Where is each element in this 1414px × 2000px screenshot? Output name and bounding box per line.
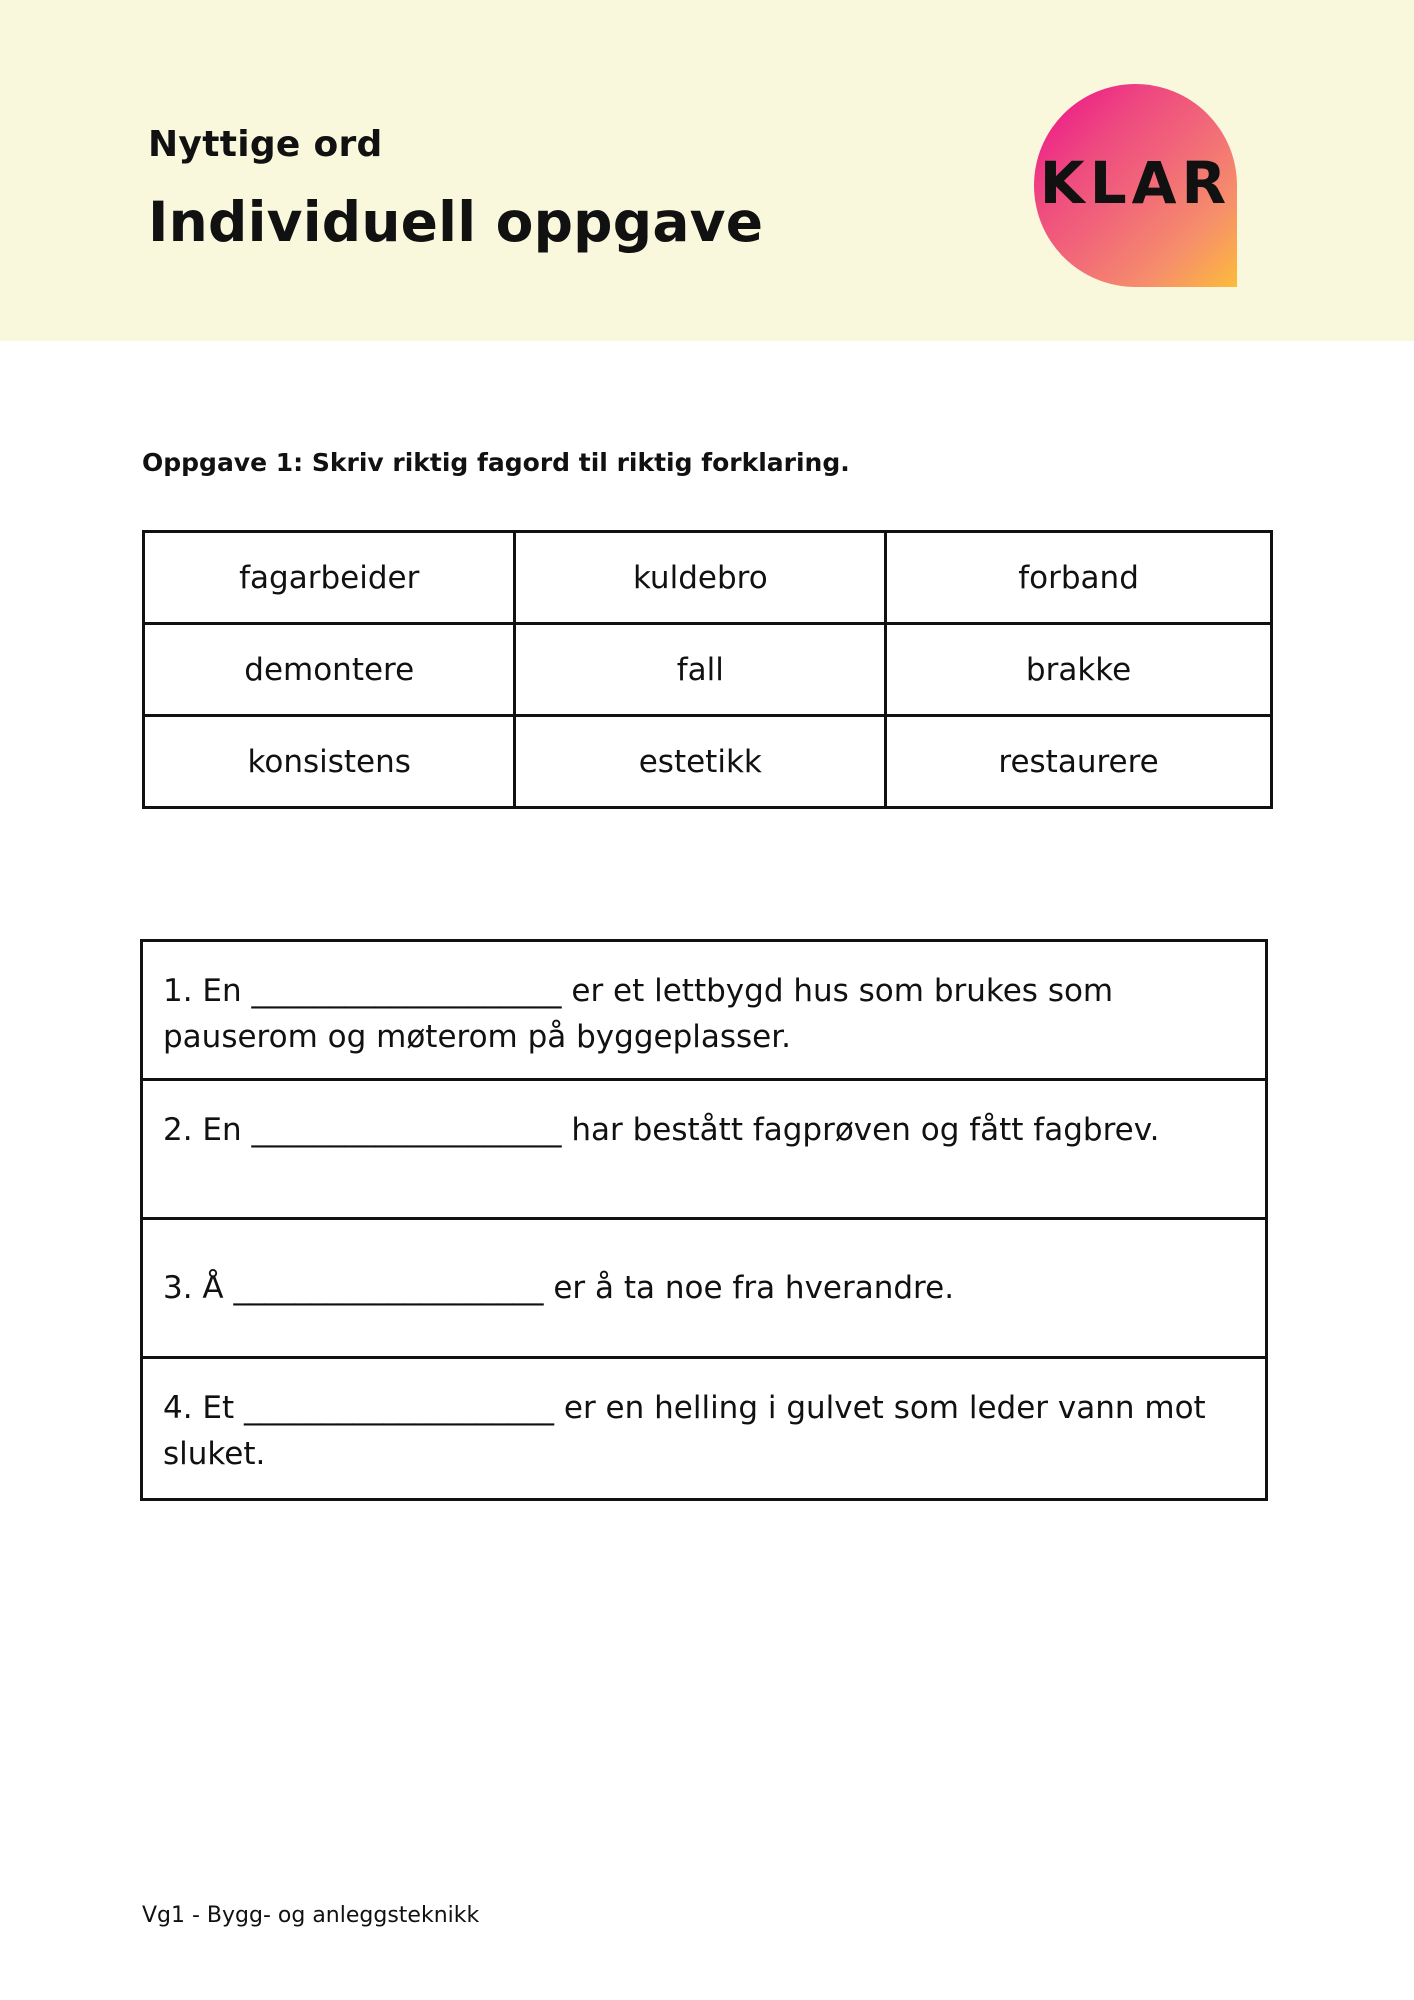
sentence-list [140, 939, 1268, 1501]
word-cell: brakke [886, 624, 1272, 716]
header-banner [0, 0, 1414, 341]
page-title: Individuell oppgave [148, 190, 764, 254]
task-heading: Oppgave 1: Skriv riktig fagord til riktig forklaring. [142, 448, 850, 477]
word-cell: fall [515, 624, 886, 716]
klar-logo [1034, 84, 1237, 287]
sentence-3: 3. Å ____________________ er å ta noe fra hverandre. [143, 1220, 1265, 1359]
word-cell: demontere [144, 624, 515, 716]
word-cell: estetikk [515, 716, 886, 808]
word-cell: konsistens [144, 716, 515, 808]
table-row [144, 624, 1272, 716]
footer-course-label: Vg1 - Bygg- og anleggsteknikk [142, 1903, 480, 1928]
word-cell: kuldebro [515, 532, 886, 624]
page-subtitle: Nyttige ord [148, 124, 383, 165]
sentence-2: 2. En ____________________ har bestått fagprøven og fått fagbrev. [143, 1081, 1265, 1220]
sentence-1: 1. En ____________________ er et lettbygd hus som brukes som pauserom og møterom på byggeplasser. [143, 942, 1265, 1081]
word-bank-table [142, 530, 1273, 809]
word-cell: fagarbeider [144, 532, 515, 624]
logo-text: KLAR [1039, 148, 1232, 217]
word-cell: restaurere [886, 716, 1272, 808]
table-row [144, 716, 1272, 808]
table-row [144, 532, 1272, 624]
word-cell: forband [886, 532, 1272, 624]
sentence-4: 4. Et ____________________ er en helling i gulvet som leder vann mot sluket. [163, 1390, 1206, 1472]
